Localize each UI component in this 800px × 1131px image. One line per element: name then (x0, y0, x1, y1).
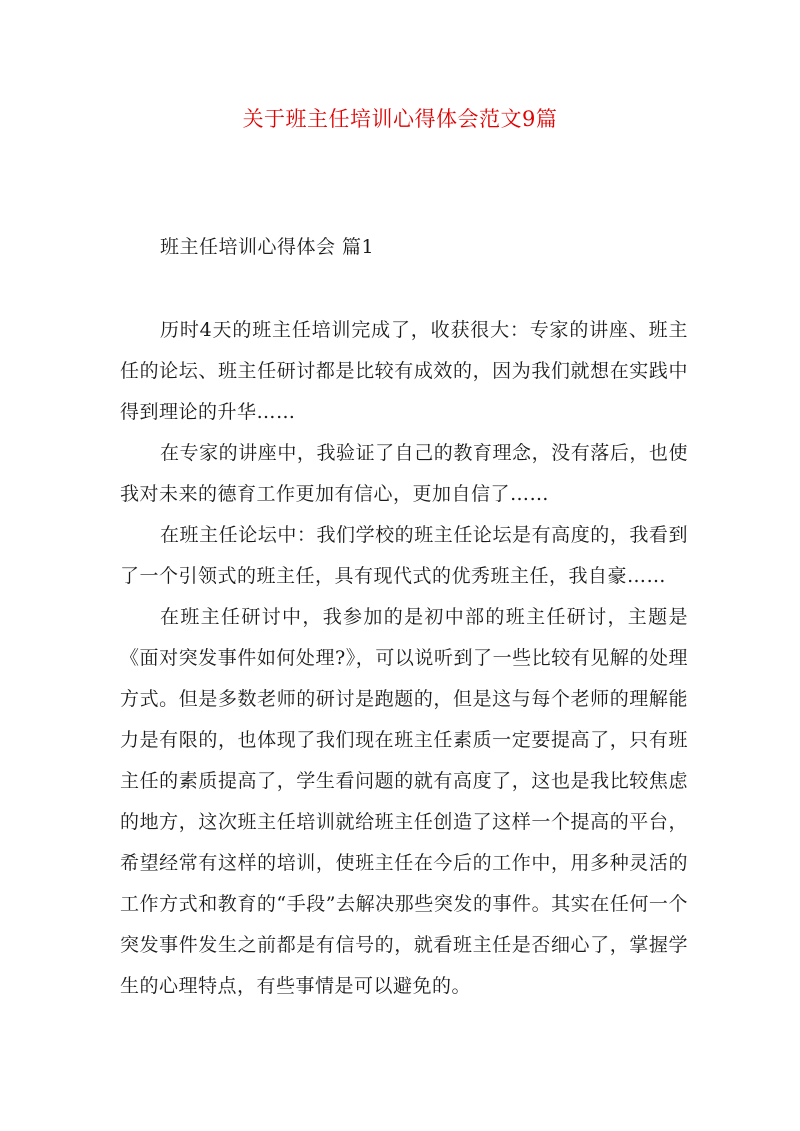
paragraph: 在班主任研讨中，我参加的是初中部的班主任研讨，主题是《面对突发事件如何处理?》，可以说听到了一些比较有见解的处理方式。但是多数老师的研讨是跑题的，但是这与每个老师的理解能力是有限的，也体现了我们现在班主任素质一定要提高了，只有班主任的素质提高了，学生看问题的就有高度了，这也是我比较焦虑的地方，这次班主任培训就给班主任创造了这样一个提高的平台，希望经常有这样的培训，使班主任在今后的工作中，用多种灵活的工作方式和教育的“手段”去解决那些突发的事件。其实在任何一个突发事件发生之前都是有信号的，就看班主任是否细心了，掌握学生的心理特点，有些事情是可以避免的。 (120, 606, 688, 997)
document-body (120, 310, 688, 1007)
document-title: 关于班主任培训心得体会范文9篇 (242, 107, 558, 131)
section-heading: 班主任培训心得体会 篇1 (160, 236, 375, 258)
paragraph: 在班主任论坛中：我们学校的班主任论坛是有高度的，我看到了一个引领式的班主任，具有现代式的优秀班主任，我自豪…… (120, 524, 688, 587)
paragraph: 历时4天的班主任培训完成了，收获很大：专家的讲座、班主任的论坛、班主任研讨都是比较有成效的，因为我们就想在实践中得到理论的升华…… (120, 319, 688, 423)
paragraph: 在专家的讲座中，我验证了自己的教育理念，没有落后，也使我对未来的德育工作更加有信心，更加自信了…… (120, 442, 688, 505)
